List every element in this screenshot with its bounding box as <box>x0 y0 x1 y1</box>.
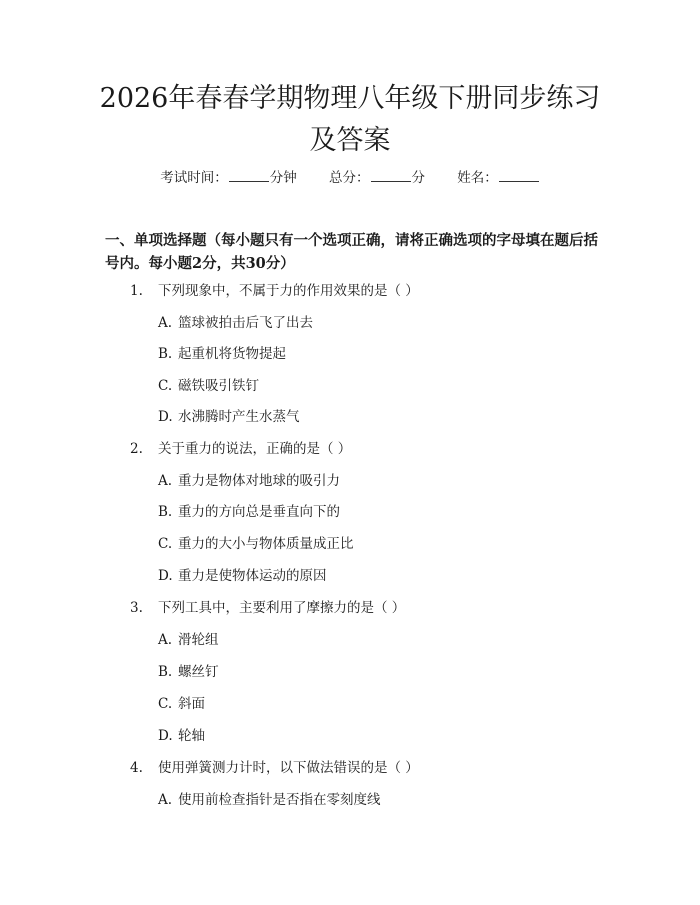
option-letter: C. <box>158 536 173 552</box>
option-letter: B. <box>158 664 173 680</box>
question-2 <box>130 439 351 459</box>
question-1-option-c <box>158 376 259 396</box>
option-text: 滑轮组 <box>178 632 219 648</box>
option-text: 篮球被拍击后飞了出去 <box>178 315 313 331</box>
option-text: 重力是使物体运动的原因 <box>178 568 327 584</box>
document-title: 2026年春春学期物理八年级下册同步练习及答案 <box>99 83 601 156</box>
option-text: 斜面 <box>178 696 205 712</box>
question-number: 1. <box>130 283 143 299</box>
question-3-option-c <box>158 694 205 714</box>
question-1 <box>130 281 419 301</box>
option-letter: A. <box>158 792 173 808</box>
question-text: 下列工具中，主要利用了摩擦力的是（ ） <box>158 600 406 616</box>
section-heading: 一、单项选择题（每小题只有一个选项正确，请将正确选项的字母填在题后括号内。每小题2分，共30分） <box>105 232 598 272</box>
option-letter: D. <box>158 409 173 425</box>
question-text: 下列现象中，不属于力的作用效果的是（ ） <box>158 283 419 299</box>
total-score-field <box>329 168 425 188</box>
question-text: 关于重力的说法，正确的是（ ） <box>158 441 352 457</box>
question-2-option-b <box>158 502 340 522</box>
option-text: 磁铁吸引铁钉 <box>178 378 259 394</box>
question-3-option-a <box>158 630 219 650</box>
option-text: 起重机将货物提起 <box>178 346 286 362</box>
question-number: 3. <box>130 600 143 616</box>
option-text: 螺丝钉 <box>178 664 219 680</box>
option-text: 重力是物体对地球的吸引力 <box>178 473 340 489</box>
option-letter: D. <box>158 568 173 584</box>
question-3 <box>130 598 405 618</box>
option-text: 重力的方向总是垂直向下的 <box>178 504 340 520</box>
question-4 <box>130 758 419 778</box>
question-1-option-b <box>158 344 286 364</box>
question-2-option-d <box>158 566 327 586</box>
student-name-field <box>457 168 540 188</box>
option-text: 水沸腾时产生水蒸气 <box>178 409 300 425</box>
exam-time-unit: 分钟 <box>269 170 297 186</box>
question-number: 4. <box>130 760 143 776</box>
question-3-option-b <box>158 662 219 682</box>
option-letter: D. <box>158 728 173 744</box>
exam-time-label: 考试时间： <box>160 170 228 186</box>
exam-info-line <box>0 168 700 188</box>
question-1-option-a <box>158 313 313 333</box>
option-letter: B. <box>158 504 173 520</box>
option-letter: A. <box>158 632 173 648</box>
question-2-option-c <box>158 534 354 554</box>
option-letter: A. <box>158 473 173 489</box>
question-2-option-a <box>158 471 340 491</box>
total-score-label: 总分： <box>329 170 370 186</box>
total-score-unit: 分 <box>411 170 425 186</box>
option-letter: C. <box>158 378 173 394</box>
option-text: 轮轴 <box>178 728 205 744</box>
question-1-option-d <box>158 407 300 427</box>
question-3-option-d <box>158 726 205 746</box>
student-name-label: 姓名： <box>457 170 498 186</box>
question-4-option-a <box>158 790 381 810</box>
option-text: 重力的大小与物体质量成正比 <box>178 536 354 552</box>
option-text: 使用前检查指针是否指在零刻度线 <box>178 792 381 808</box>
option-letter: A. <box>158 315 173 331</box>
exam-time-blank <box>229 169 269 182</box>
option-letter: C. <box>158 696 173 712</box>
student-name-blank <box>499 169 539 182</box>
question-number: 2. <box>130 441 143 457</box>
total-score-blank <box>371 169 411 182</box>
exam-time-field <box>160 168 297 188</box>
question-text: 使用弹簧测力计时，以下做法错误的是（ ） <box>158 760 419 776</box>
option-letter: B. <box>158 346 173 362</box>
